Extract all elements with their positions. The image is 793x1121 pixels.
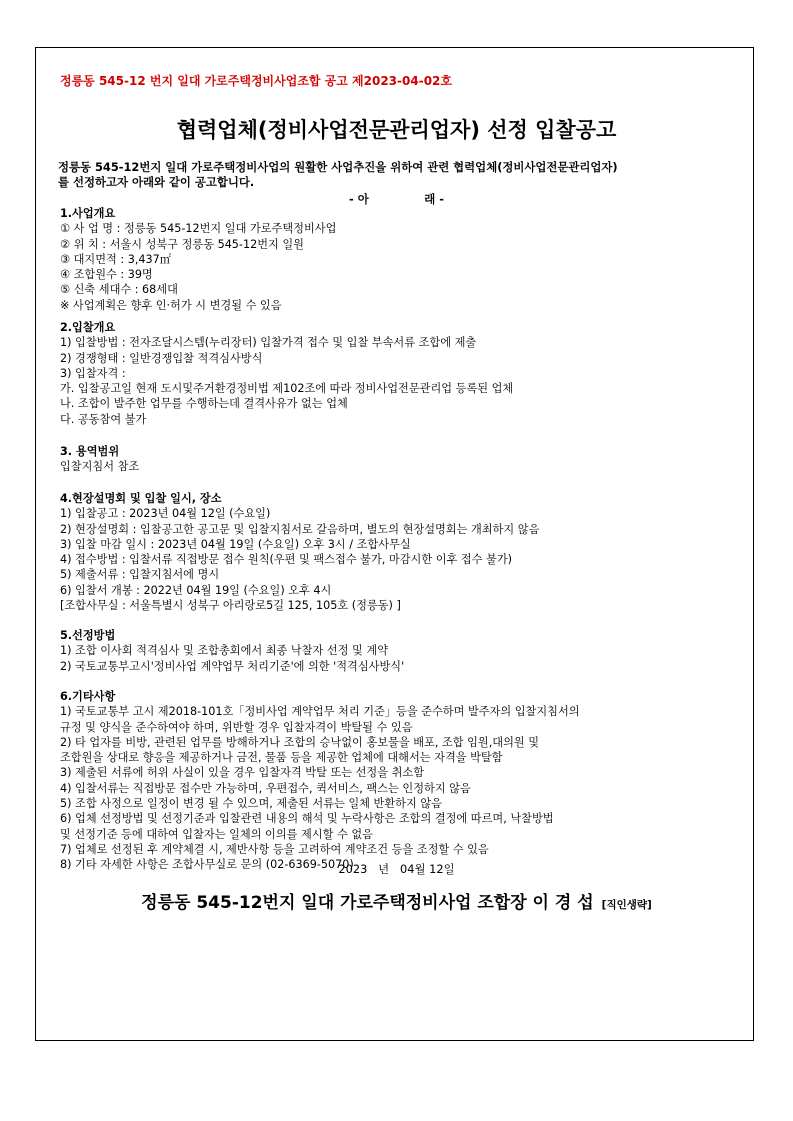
- section-line: 4) 입찰서류는 직접방문 접수만 가능하며, 우편접수, 퀵서비스, 팩스는 인정하지 않음: [60, 781, 471, 795]
- section-line: 1) 조합 이사회 적격심사 및 조합총회에서 최종 낙찰자 선정 및 계약: [60, 644, 389, 658]
- arae-heading: - 아 래 -: [349, 192, 444, 206]
- section-line: 2) 현장설명회 : 입찰공고한 공고문 및 입찰지침서로 갈음하며, 별도의 현장설명회는 개최하지 않음: [60, 522, 540, 536]
- section-line: 6) 입찰서 개봉 : 2022년 04월 19일 (수요일) 오후 4시: [60, 583, 332, 597]
- section-title: 3. 용역범위: [60, 445, 120, 458]
- section-line: 1) 국토교통부 고시 제2018-101호「정비사업 계약업무 처리 기준」등을 준수하며 발주자의 입찰지침서의: [60, 705, 580, 719]
- section-line: 다. 공동참여 불가: [60, 412, 147, 426]
- section-line: ③ 대지면적 : 3,437㎡: [60, 252, 171, 266]
- section-line: [조합사무실 : 서울특별시 성북구 아리랑로5길 125, 105호 (정릉동) ]: [60, 599, 401, 613]
- notice-number: 정릉동 545-12 번지 일대 가로주택정비사업조합 공고 제2023-04-02호: [60, 74, 452, 88]
- section-line: 1) 입찰공고 : 2023년 04월 12일 (수요일): [60, 507, 271, 521]
- section-line: ※ 사업계획은 향후 인·허가 시 변경될 수 있음: [60, 298, 282, 312]
- section-line: 7) 업체로 선정된 후 계약체결 시, 제반사항 등을 고려하여 계약조건 등을 조정할 수 있음: [60, 842, 489, 856]
- section-line: 2) 경쟁형태 : 일반경쟁입찰 적격심사방식: [60, 351, 263, 365]
- section-line: 입찰지침서 참조: [60, 460, 140, 474]
- page-title: 협력업체(정비사업전문관리업자) 선정 입찰공고: [176, 118, 617, 142]
- section-line: 및 선정기준 등에 대하여 입찰자는 일체의 이의를 제시할 수 없음: [60, 827, 373, 841]
- section-line: ① 사 업 명 : 정릉동 545-12번지 일대 가로주택정비사업: [60, 222, 337, 236]
- section-line: 2) 국토교통부고시'정비사업 계약업무 처리기준'에 의한 '적격심사방식': [60, 659, 405, 673]
- signature-line: [0, 888, 793, 913]
- stamp-note: [직인생략]: [601, 899, 652, 911]
- signature-text: 정릉동 545-12번지 일대 가로주택정비사업 조합장 이 경 섭: [141, 893, 594, 913]
- section-line: ② 위 치 : 서울시 성북구 정릉동 545-12번지 일원: [60, 237, 304, 251]
- section-bid-overview: [60, 320, 513, 427]
- section-line: 5) 제출서류 : 입찰지침서에 명시: [60, 568, 220, 582]
- section-line: 3) 입찰 마감 일시 : 2023년 04월 19일 (수요일) 오후 3시 / 조합사무실: [60, 537, 411, 551]
- section-line: 가. 입찰공고일 현재 도시및주거환경정비법 제102조에 따라 정비사업전문관리업 등록된 업체: [60, 382, 514, 396]
- section-line: 3) 입찰자격 :: [60, 366, 126, 380]
- announcement-date: 2023 년 04월 12일: [338, 862, 455, 876]
- section-selection-method: [60, 628, 404, 674]
- section-line: 나. 조합이 발주한 업무를 수행하는데 결격사유가 없는 업체: [60, 397, 348, 411]
- section-title: 2.입찰개요: [60, 321, 116, 334]
- section-line: ④ 조합원수 : 39명: [60, 268, 153, 282]
- intro-line: 를 선정하고자 아래와 같이 공고합니다.: [58, 175, 255, 189]
- intro-line: 정릉동 545-12번지 일대 가로주택정비사업의 원활한 사업추진을 위하여 관련 협력업체(정비사업전문관리업자): [58, 160, 618, 174]
- section-line: 5) 조합 사정으로 일정이 변경 될 수 있으며, 제출된 서류는 일체 반환하지 않음: [60, 797, 442, 811]
- section-business-overview: [60, 206, 336, 313]
- section-title: 5.선정방법: [60, 629, 116, 642]
- section-other-matters: [60, 689, 580, 873]
- section-title: 1.사업개요: [60, 207, 116, 220]
- section-line: 3) 제출된 서류에 허위 사실이 있을 경우 입찰자격 박탈 또는 선정을 취소함: [60, 766, 425, 780]
- section-title: 6.기타사항: [60, 690, 116, 703]
- section-service-scope: [60, 444, 139, 475]
- section-line: 규정 및 양식을 준수하여야 하며, 위반할 경우 입찰자격이 박탈될 수 있음: [60, 720, 413, 734]
- section-line: 4) 접수방법 : 입찰서류 직접방문 접수 원칙(우편 및 팩스접수 불가, 마감시한 이후 접수 불가): [60, 553, 513, 567]
- section-line: 조합원을 상대로 향응을 제공하거나 금전, 물품 등을 제공한 업체에 대해서는 자격을 박탈함: [60, 751, 503, 765]
- section-schedule: [60, 491, 539, 613]
- section-line: ⑤ 신축 세대수 : 68세대: [60, 283, 178, 297]
- section-line: 6) 업체 선정방법 및 선정기준과 입찰관련 내용의 해석 및 누락사항은 조합의 결정에 따르며, 낙찰방법: [60, 812, 554, 826]
- section-line: 1) 입찰방법 : 전자조달시스템(누리장터) 입찰가격 접수 및 입찰 부속서류 조합에 제출: [60, 336, 477, 350]
- section-title: 4.현장설명회 및 입찰 일시, 장소: [60, 492, 222, 505]
- section-line: 8) 기타 자세한 사항은 조합사무실로 문의 (02-6369-5070): [60, 858, 354, 872]
- intro-paragraph: [58, 160, 748, 190]
- section-line: 2) 타 업자를 비방, 관련된 업무를 방해하거나 조합의 승낙없이 홍보물을 배포, 조합 임원,대의원 및: [60, 735, 540, 749]
